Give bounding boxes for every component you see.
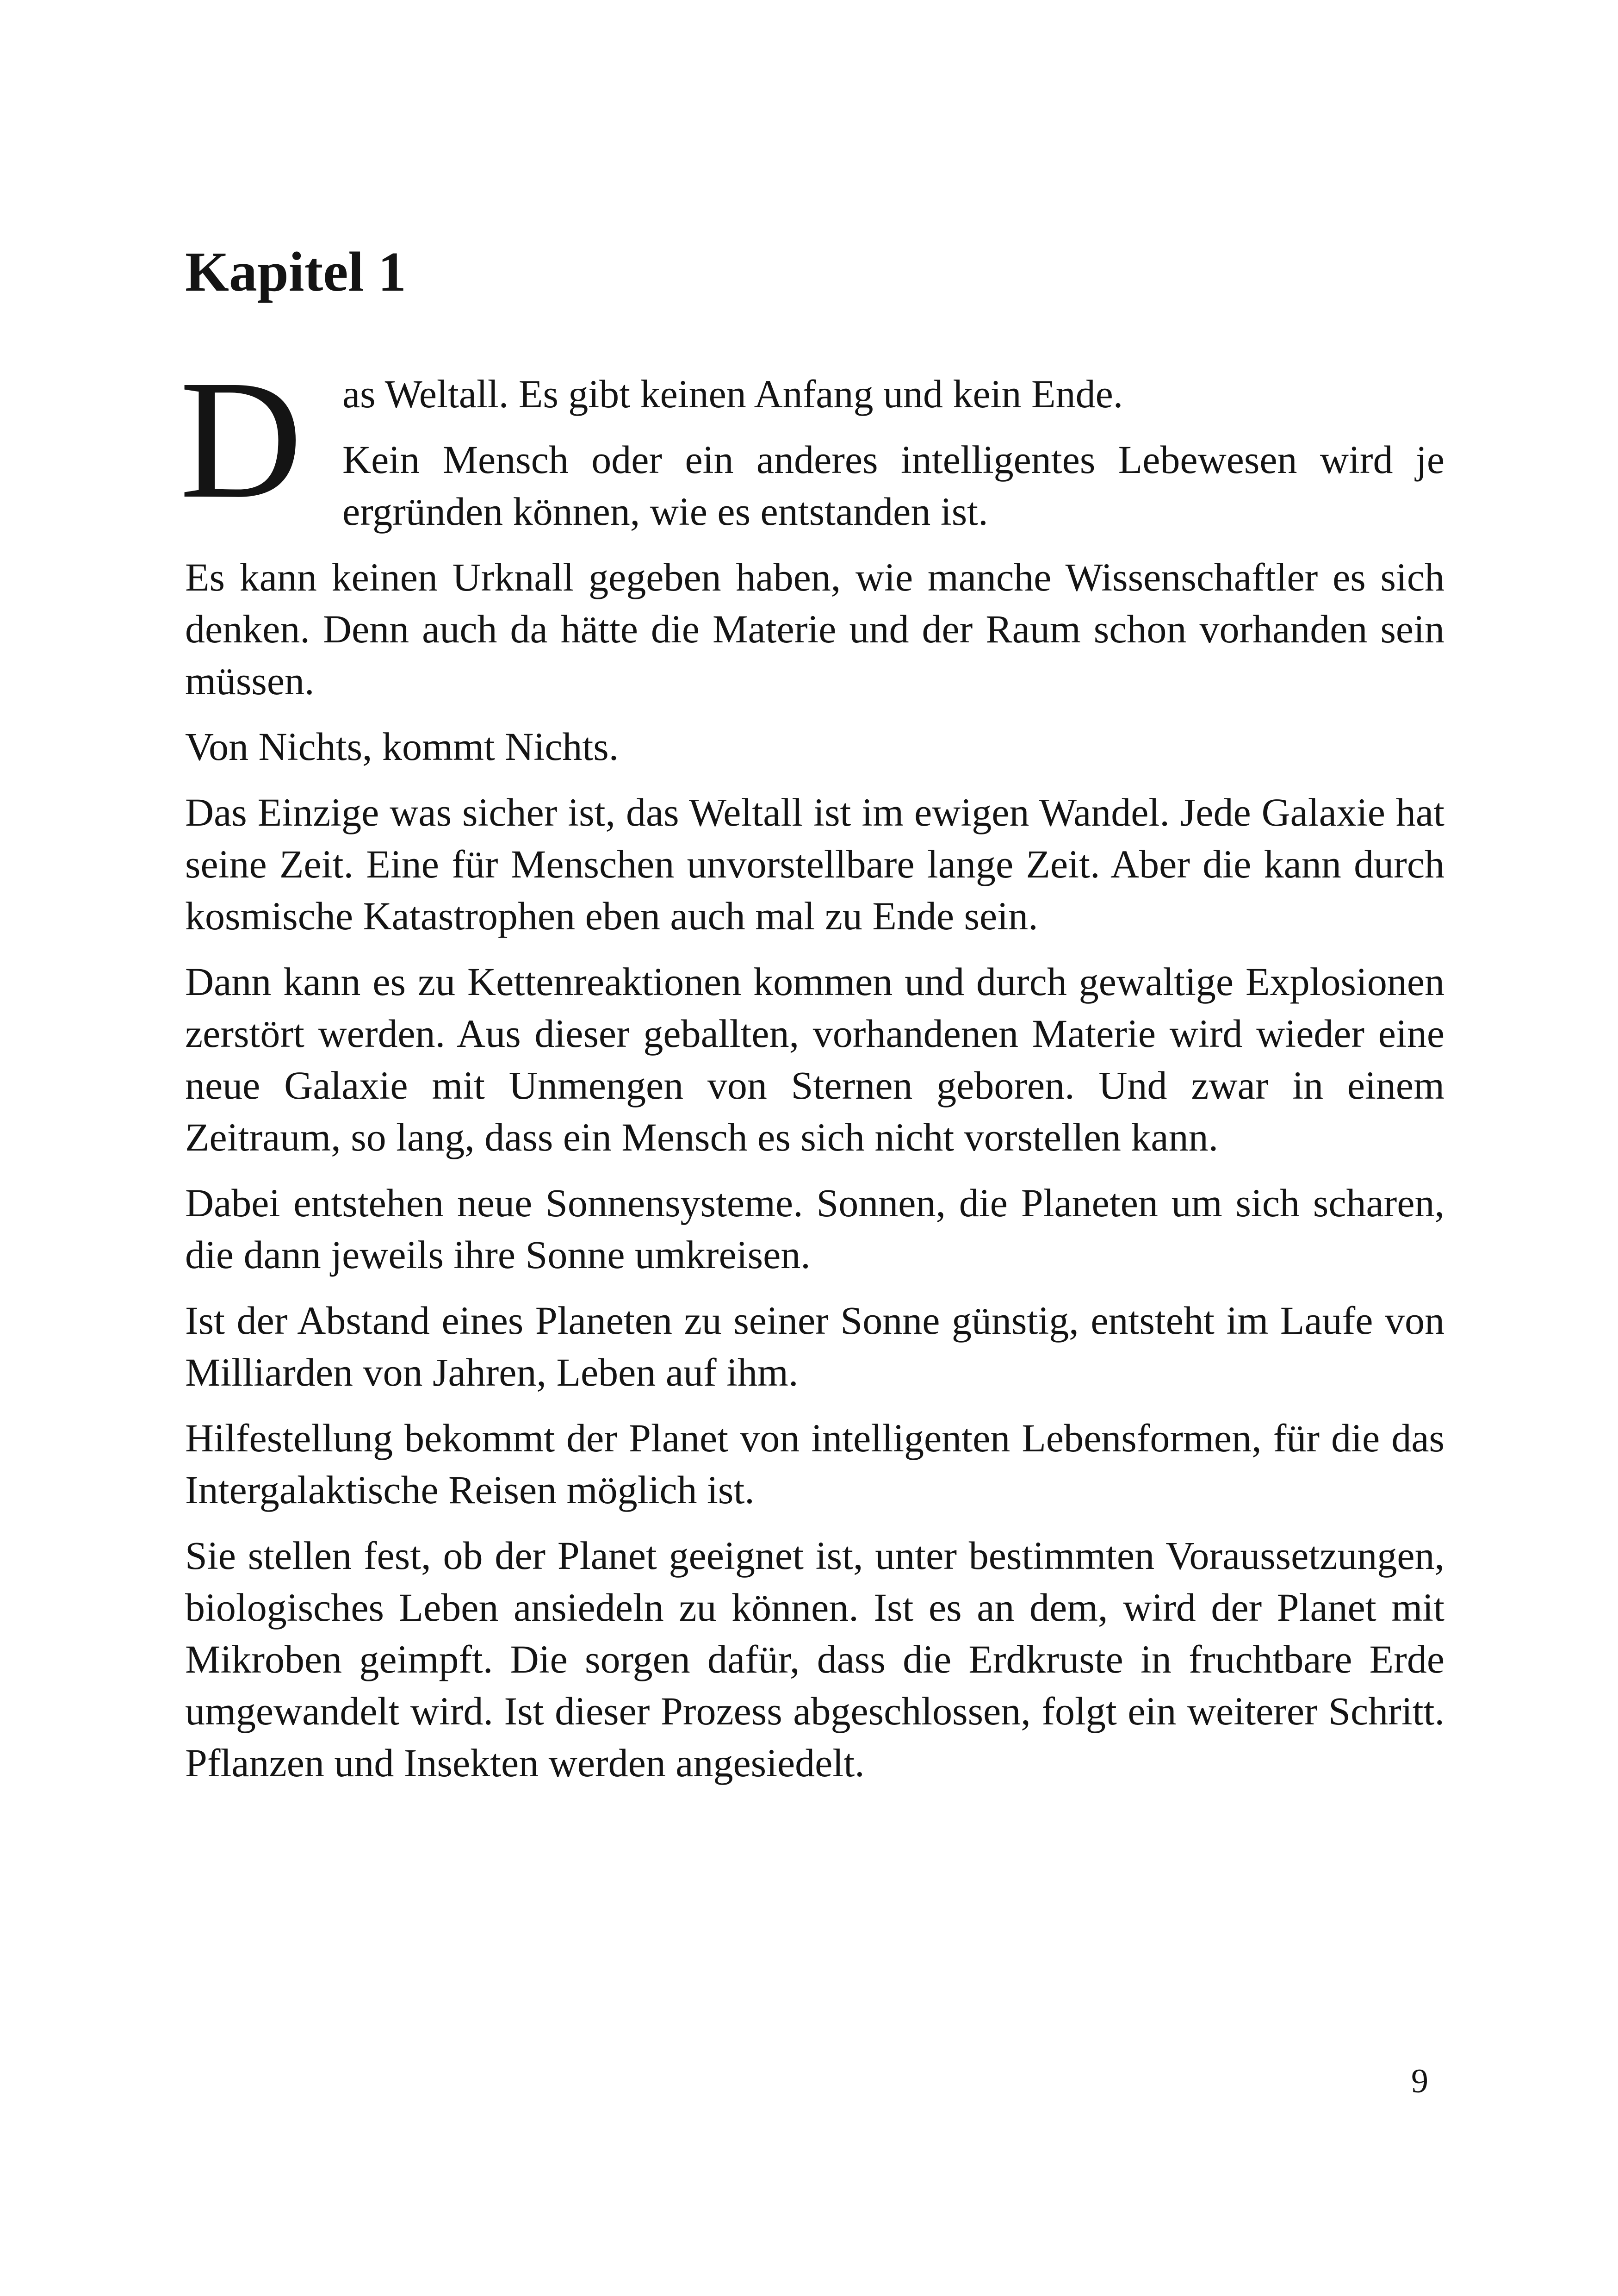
chapter-body xyxy=(180,345,1444,1803)
paragraph: Das Einzige was sicher ist, das Weltall ist im ewigen Wandel. Jede Galaxie hat seine Zeit. Eine für Menschen unvorstellbare lange Zeit. Aber die kann durch kosmische Katastrophen eben auch mal zu Ende sein. xyxy=(185,790,1444,938)
paragraph: Es kann keinen Urknall gegeben haben, wie manche Wissenschaftler es sich denken. Denn auch da hätte die Materie und der Raum schon vorhanden sein müssen. xyxy=(185,555,1444,703)
chapter-title: Kapitel 1 xyxy=(185,241,406,303)
paragraph: Sie stellen fest, ob der Planet geeignet ist, unter bestimmten Voraussetzungen, biologisches Leben ansiedeln zu können. Ist es an dem, wird der Planet mit Mikroben geimpft. Die sorgen dafür, dass die Erdkruste in fruchtbare Erde umgewandelt wird. Ist dieser Prozess abgeschlossen, folgt ein weiterer Schritt. Pflanzen und Insekten werden angesiedelt. xyxy=(185,1533,1444,1785)
paragraph: Hilfestellung bekommt der Planet von intelligenten Lebensformen, für die das Intergalaktische Reisen möglich ist. xyxy=(185,1416,1444,1512)
opening-section xyxy=(180,345,1444,537)
paragraph: Dann kann es zu Kettenreaktionen kommen und durch gewaltige Explosionen zerstört werden. Aus dieser geballten, vorhandenen Materie wird wieder eine neue Galaxie mit Unmengen von Sternen geboren. Und zwar in einem Zeitraum, so lang, dass ein Mensch es sich nicht vorstellen kann. xyxy=(185,959,1444,1159)
paragraph-intro-2: Kein Mensch oder ein anderes intelligentes Lebewesen wird je ergründen können, wie es entstanden ist. xyxy=(342,437,1444,534)
paragraph: Von Nichts, kommt Nichts. xyxy=(185,724,619,769)
page-number: 9 xyxy=(1411,2062,1428,2100)
paragraph-intro-1: as Weltall. Es gibt keinen Anfang und kein Ende. xyxy=(342,372,1123,416)
drop-cap: D xyxy=(180,345,303,534)
paragraph: Ist der Abstand eines Planeten zu seiner Sonne günstig, entsteht im Laufe von Milliarden von Jahren, Leben auf ihm. xyxy=(185,1298,1444,1394)
paragraph: Dabei entstehen neue Sonnensysteme. Sonnen, die Planeten um sich scharen, die dann jeweils ihre Sonne umkreisen. xyxy=(185,1181,1444,1277)
